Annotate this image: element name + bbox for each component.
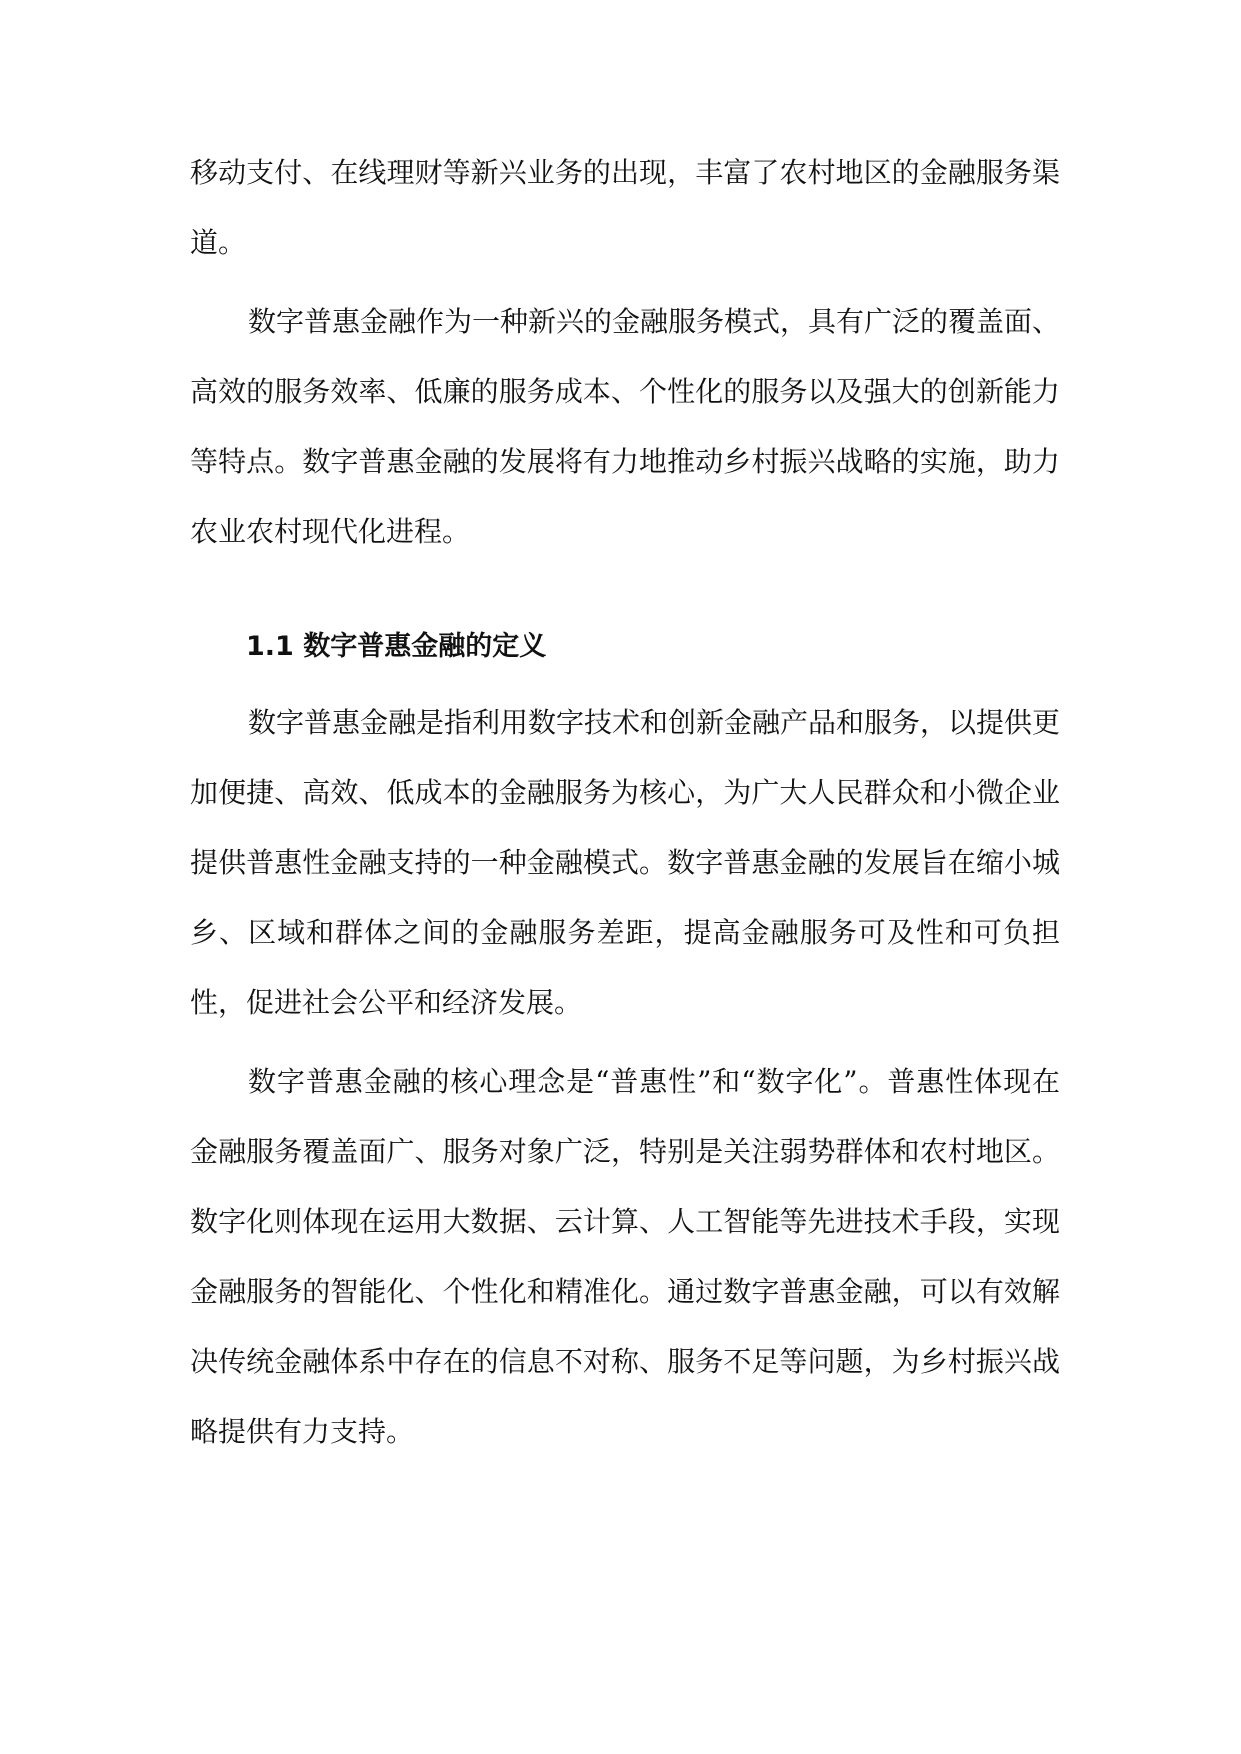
paragraph-intro: 数字普惠金融作为一种新兴的金融服务模式，具有广泛的覆盖面、高效的服务效率、低廉的服务成本、个性化的服务以及强大的创新能力等特点。数字普惠金融的发展将有力地推动乡村振兴战略的实施，助力农业农村现代化进程。 <box>190 305 1061 548</box>
document-body <box>190 138 1060 1476</box>
paragraph-core-concept: 数字普惠金融的核心理念是“普惠性”和“数字化”。普惠性体现在金融服务覆盖面广、服务对象广泛，特别是关注弱势群体和农村地区。数字化则体现在运用大数据、云计算、人工智能等先进技术手段，实现金融服务的智能化、个性化和精准化。通过数字普惠金融，可以有效解决传统金融体系中存在的信息不对称、服务不足等问题，为乡村振兴战略提供有力支持。 <box>190 1065 1060 1448</box>
paragraph-continuation: 移动支付、在线理财等新兴业务的出现，丰富了农村地区的金融服务渠道。 <box>190 156 1060 259</box>
paragraph-definition: 数字普惠金融是指利用数字技术和创新金融产品和服务，以提供更加便捷、高效、低成本的金融服务为核心，为广大人民群众和小微企业提供普惠性金融支持的一种金融模式。数字普惠金融的发展旨在缩小城乡、区域和群体之间的金融服务差距，提高金融服务可及性和可负担性，促进社会公平和经济发展。 <box>190 706 1061 1019</box>
section-heading: 1.1 数字普惠金融的定义 <box>246 631 547 662</box>
